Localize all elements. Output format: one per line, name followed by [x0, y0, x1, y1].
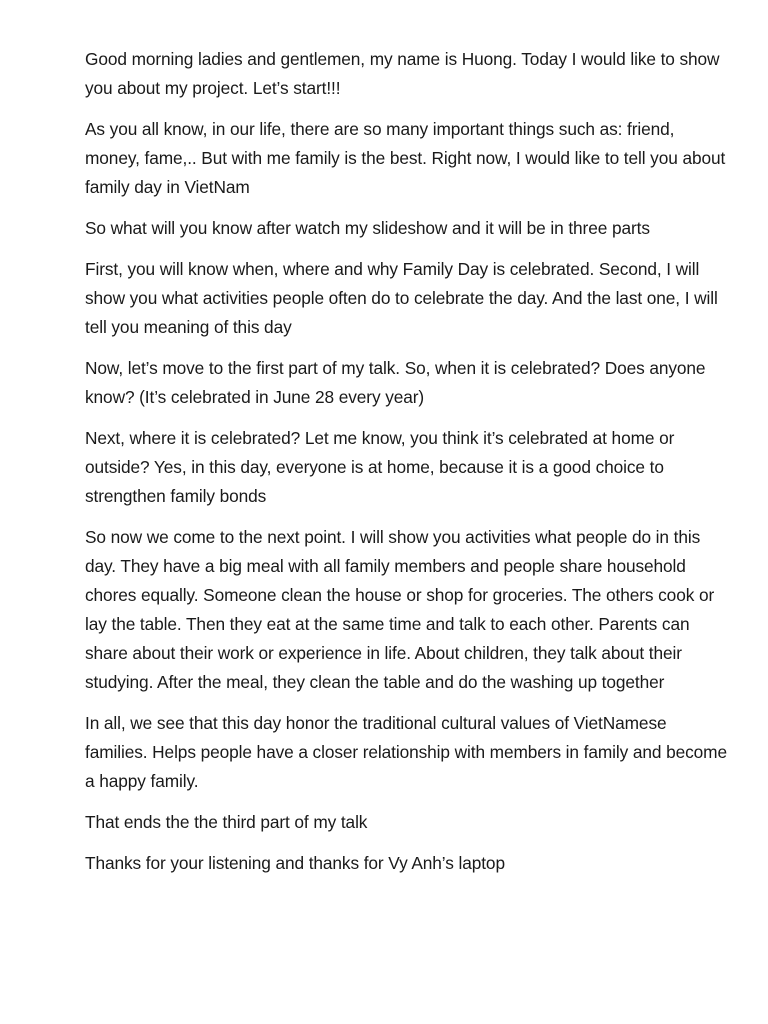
paragraph-overview: So what will you know after watch my slideshow and it will be in three parts [85, 218, 650, 238]
paragraph-greeting: Good morning ladies and gentlemen, my name is Huong. Today I would like to show you about my project. Let’s start!!! [85, 49, 720, 98]
paragraph-activities: So now we come to the next point. I will show you activities what people do in this day. They have a big meal with all family members and people share household chores equally. Someone clean the house or shop for groceries. The others cook or lay the table. Then they eat at the same time and talk to each other. Parents can share about their work or experience in life. About children, they talk about their studying. After the meal, they clean the table and do the washing up together [85, 527, 715, 692]
paragraph-ending: That ends the the third part of my talk [85, 812, 368, 832]
paragraph-thanks: Thanks for your listening and thanks for Vy Anh’s laptop [85, 853, 505, 873]
paragraph-where: Next, where it is celebrated? Let me know, you think it’s celebrated at home or outside? Yes, in this day, everyone is at home, because it is a good choice to strengthen family bonds [85, 428, 675, 506]
paragraph-introduction: As you all know, in our life, there are so many important things such as: friend, money, fame,.. But with me family is the best. Right now, I would like to tell you about family day in VietNam [85, 119, 726, 197]
paragraph-meaning: In all, we see that this day honor the traditional cultural values of VietNamese families. Helps people have a closer relationship with members in family and become a happy family. [85, 713, 727, 791]
paragraph-when: Now, let’s move to the first part of my talk. So, when it is celebrated? Does anyone know? (It’s celebrated in June 28 every year) [85, 358, 706, 407]
paragraph-outline: First, you will know when, where and why Family Day is celebrated. Second, I will show you what activities people often do to celebrate the day. And the last one, I will tell you meaning of this day [85, 259, 718, 337]
